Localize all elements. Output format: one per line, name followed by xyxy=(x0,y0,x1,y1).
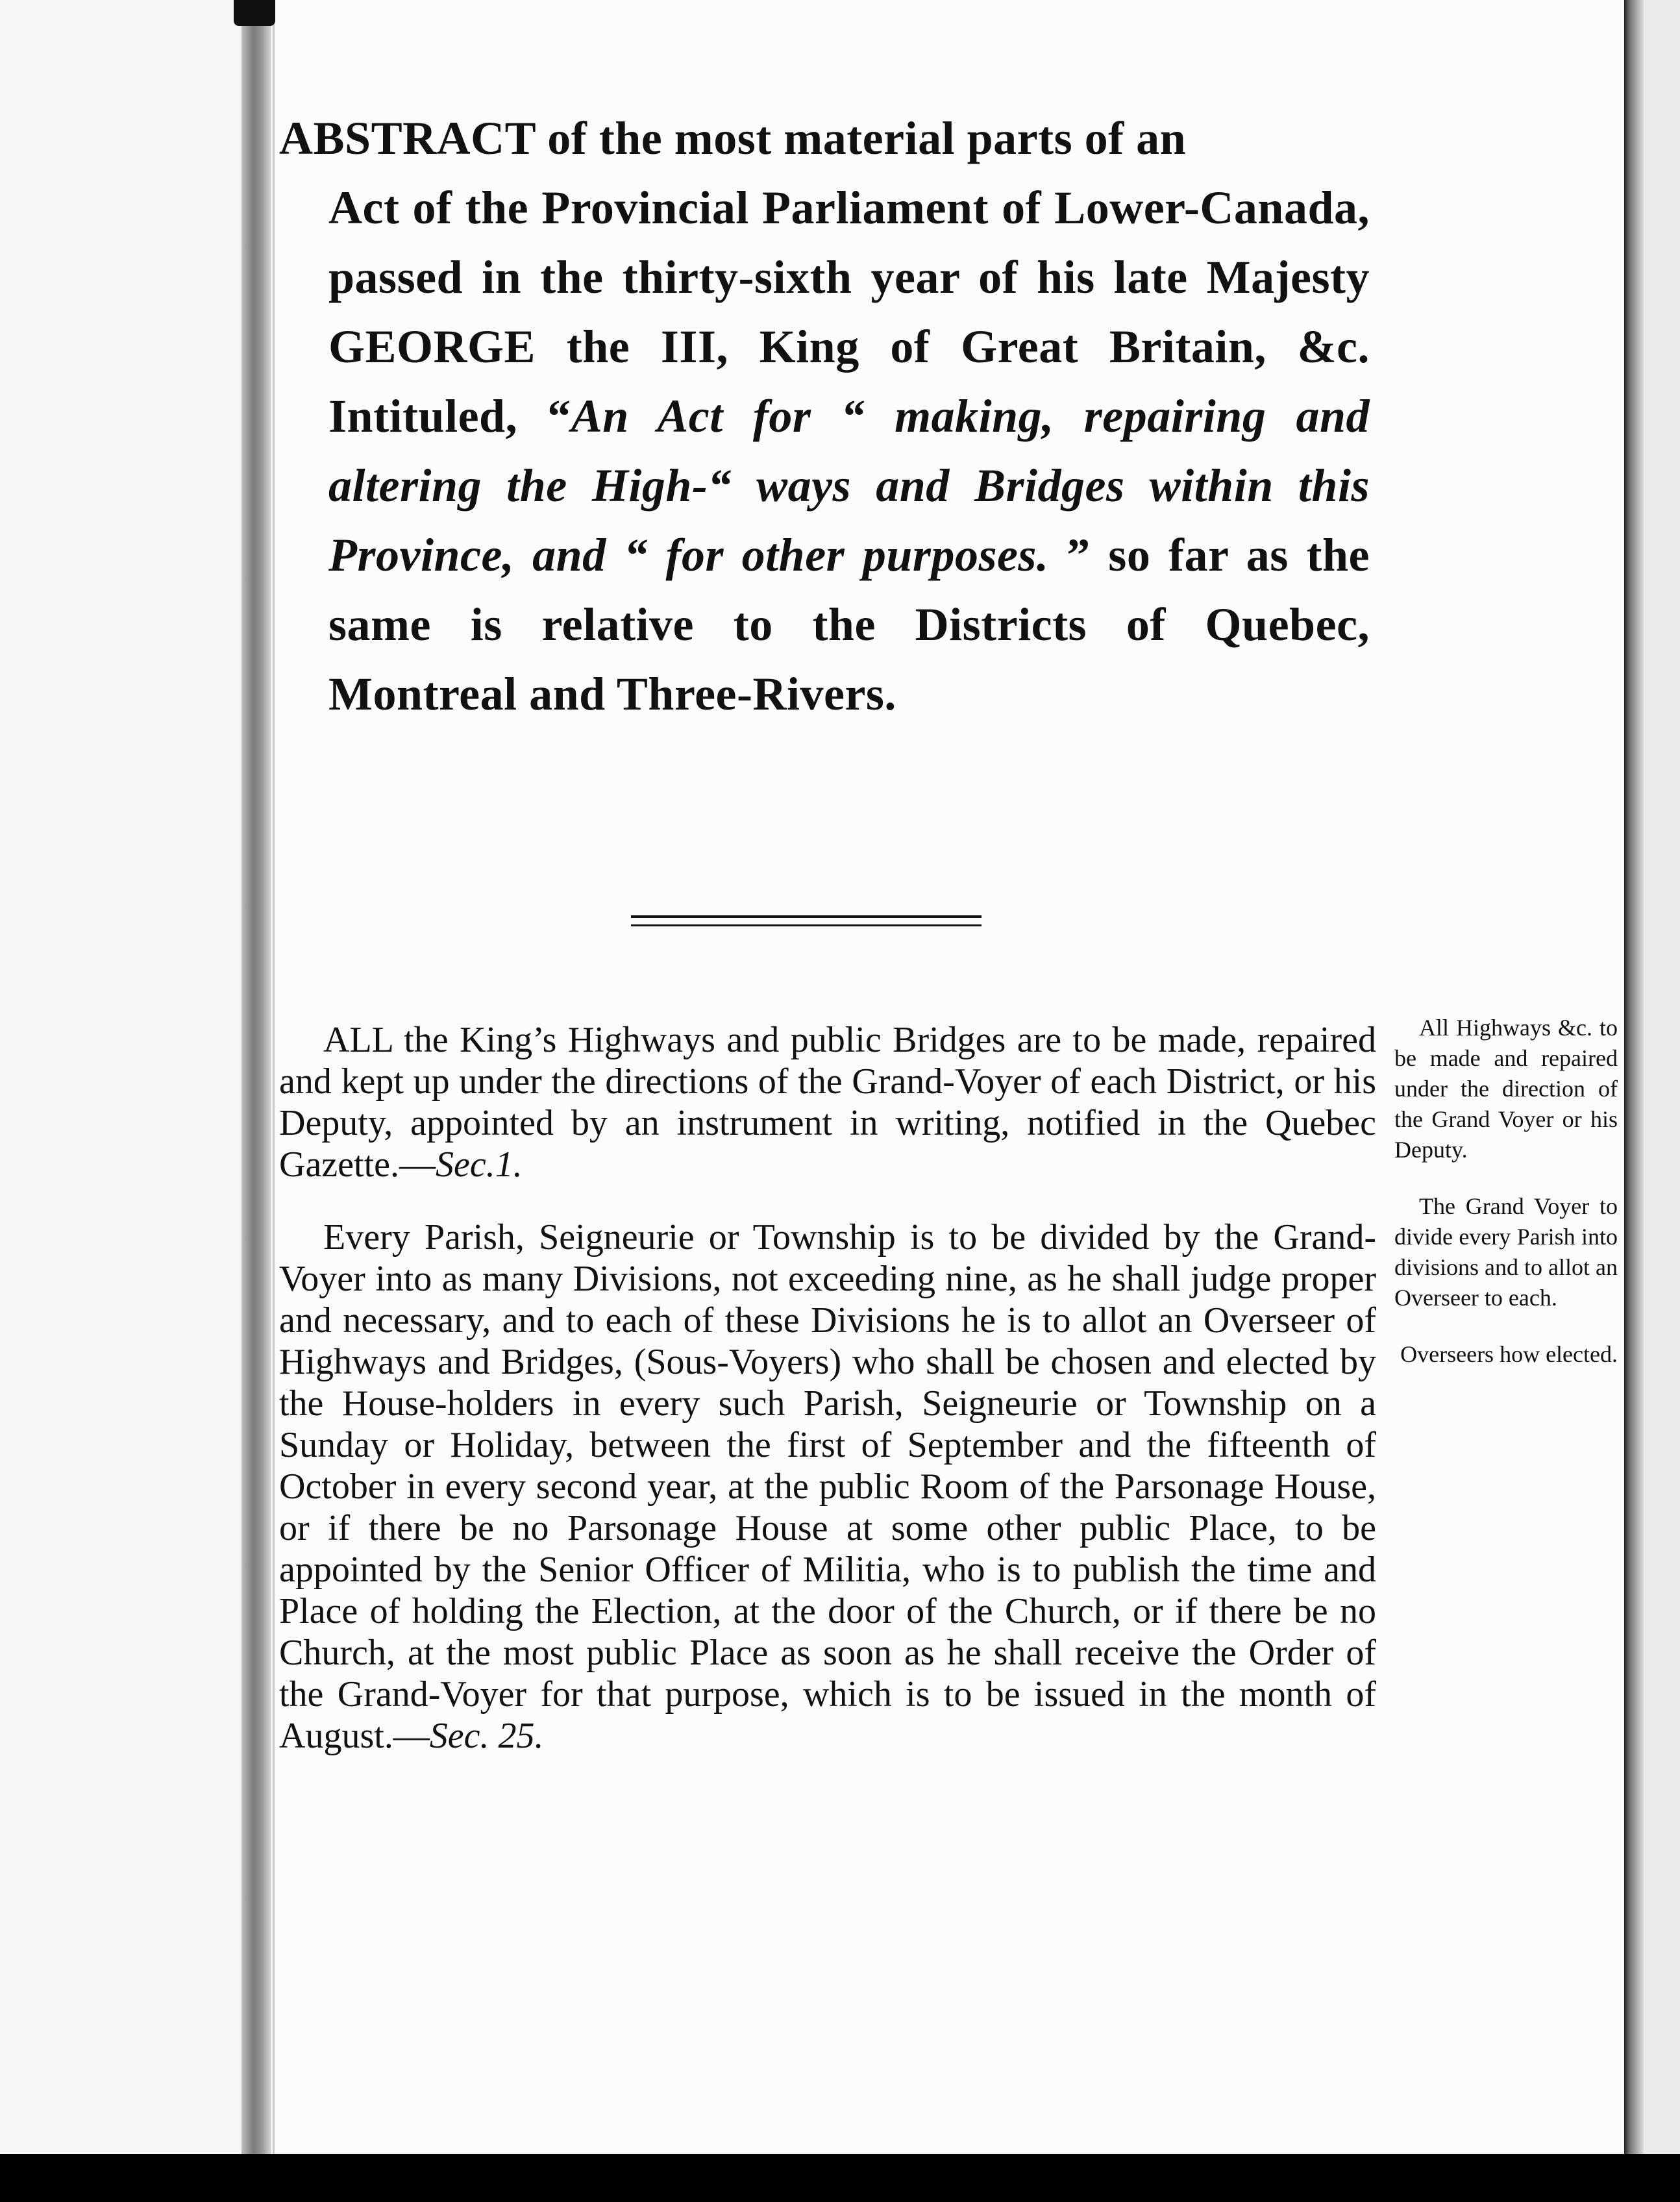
title-body-part-1: Act of the Provincial Parliament of Lower-Canada, passed in the thirty-sixth year of his late Majesty GEORGE the III, King of Great Britain, &c. Intituled, “ xyxy=(328,182,1370,442)
title-body-part-2: ” so far as the same is relative to the Districts of Quebec, Montreal and Three-Rivers. xyxy=(328,529,1370,720)
paragraph-highways xyxy=(279,1019,1376,1185)
title-body xyxy=(279,173,1370,729)
abstract-title xyxy=(279,104,1370,729)
right-page-edge xyxy=(1624,0,1644,2154)
margin-note-highways: All Highways &c. to be made and repaired under the direction of the Grand Voyer or his Deputy. xyxy=(1394,1015,1618,1163)
margin-notes xyxy=(1394,1013,1618,1396)
binding-mark xyxy=(234,0,275,26)
paragraph-text: ALL the King’s Highways and public Bridges are to be made, repaired and kept up under the directions of the Grand-Voyer of each District, or his Deputy, appointed by an instrument in writing, notified in the Quebec Gazette.— xyxy=(279,1020,1376,1185)
margin-note-divisions: The Grand Voyer to divide every Parish into divisions and to allot an Overseer to each. xyxy=(1394,1193,1618,1311)
facing-page-edge xyxy=(0,0,241,2154)
section-reference: Sec.1. xyxy=(435,1144,523,1185)
title-lead-line: ABSTRACT of the most material parts of an xyxy=(279,112,1187,164)
title-act-name: An Act for “ making, repairing and altering the High-“ ways and Bridges within this Province, and “ for other purposes. xyxy=(328,390,1370,581)
gutter-shadow-line xyxy=(273,0,275,2154)
section-reference: Sec. 25. xyxy=(429,1716,544,1756)
next-page-strip xyxy=(1644,0,1680,2154)
section-divider-rule xyxy=(631,915,982,926)
scan-bottom-border xyxy=(0,2154,1680,2202)
body-text xyxy=(279,1019,1376,1788)
margin-note-overseers: Overseers how elected. xyxy=(1400,1341,1618,1367)
paragraph-text: Every Parish, Seigneurie or Township is to be divided by the Grand-Voyer into as many Divisions, not exceeding nine, as he shall judge proper and necessary, and to each of these Divisions he is to allot an Overseer of Highways and Bridges, (Sous-Voyers) who shall be chosen and elected by the House-holders in every such Parish, Seigneurie or Township on a Sunday or Holiday, between the first of September and the fifteenth of October in every second year, at the public Room of the Parsonage House, or if there be no Parsonage House at some other public Place, to be appointed by the Senior Officer of Militia, who is to publish the time and Place of holding the Election, at the door of the Church, or if there be no Church, at the most public Place as soon as he shall receive the Order of the Grand-Voyer for that purpose, which is to be issued in the month of August.— xyxy=(279,1217,1376,1756)
book-gutter xyxy=(241,0,271,2154)
paragraph-divisions xyxy=(279,1217,1376,1757)
